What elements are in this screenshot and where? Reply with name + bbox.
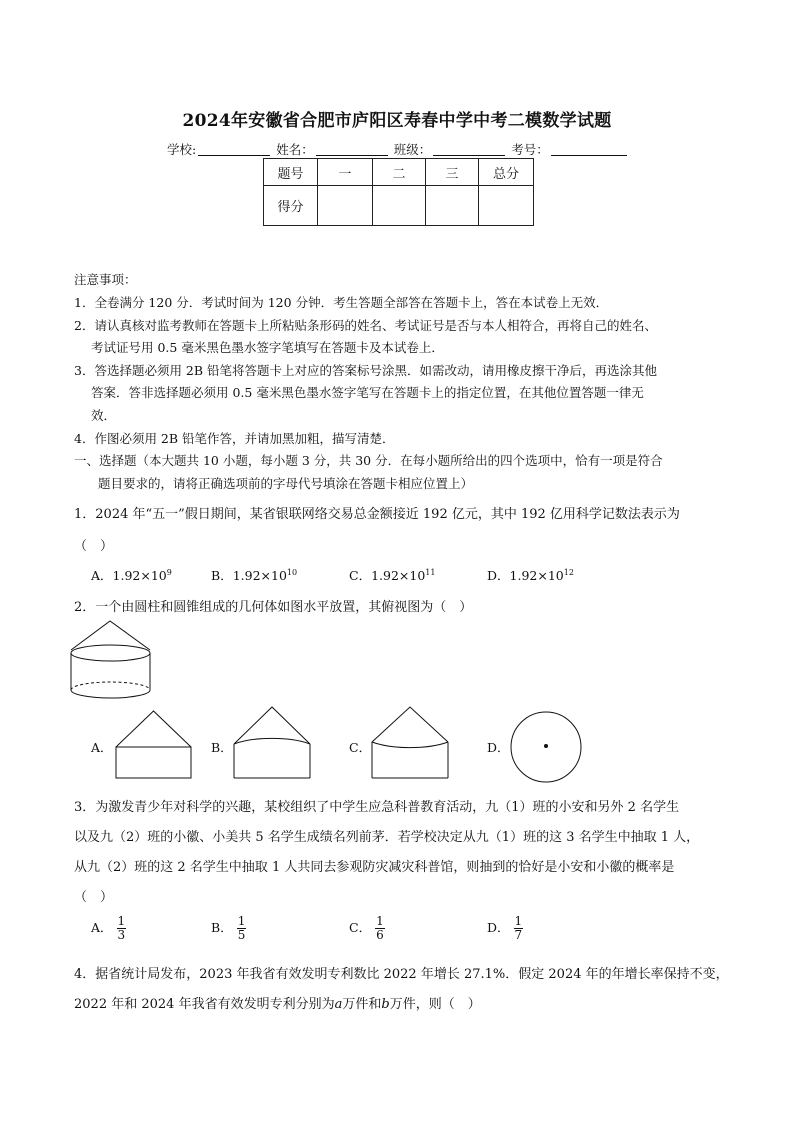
q4-line1: 4．据省统计局发布，2023 年我省有效发明专利数比 2022 年增长 27.1%．假定 2024 年的年增长率保持不变， (74, 967, 729, 982)
var-b: b (381, 997, 390, 1012)
q2-solid-figure (70, 620, 152, 700)
q1-option-d[interactable]: D．$1.92\times 10^{12}$ (487, 568, 574, 583)
notice-line: 3．答选择题必须用 2B 铅笔将答题卡上对应的答案标号涂黑．如需改动，请用橡皮擦干净后，再选涂其他 (74, 363, 658, 378)
q2-option-a-figure[interactable] (115, 710, 192, 780)
q3-option-c[interactable]: C． $\frac{1}{6}$ (349, 914, 384, 942)
fraction: $\frac{1}{3}$ (117, 914, 126, 942)
q2-stem: 2．一个由圆柱和圆锥组成的几何体如图水平放置，其俯视图为（ ） (74, 600, 473, 615)
q1-option-a[interactable]: A．$1.92\times 10^9$ (91, 568, 172, 583)
q3-option-b[interactable]: B． $\frac{1}{5}$ (211, 914, 246, 942)
notice-line: 答案．答非选择题必须用 0.5 毫米黑色墨水签字笔写在答题卡上的指定位置，在其他位置答题一律无 (91, 385, 644, 400)
q3-line: （ ） (74, 890, 114, 905)
class-label: 班级： (393, 142, 432, 157)
q2-option-c-figure[interactable] (371, 706, 449, 780)
q2-option-b[interactable]: B． (211, 740, 233, 755)
school-label: 学校: (167, 142, 197, 157)
score-cell[interactable] (373, 186, 426, 226)
score-table (263, 158, 534, 226)
score-table-score-row (264, 186, 534, 226)
q2-option-b-figure[interactable] (233, 706, 311, 780)
var-a: a (334, 997, 343, 1012)
q1-option-b[interactable]: B．$1.92\times 10^{10}$ (211, 568, 298, 583)
class-blank[interactable] (433, 143, 505, 156)
q1-option-c[interactable]: C．$1.92\times 10^{11}$ (349, 568, 436, 583)
notice-line: 2．请认真核对监考教师在答题卡上所粘贴条形码的姓名、考试证号是否与本人相符合，再将自己的姓名、 (74, 318, 657, 333)
notice-line: 考试证号用 0.5 毫米黑色墨水签字笔填写在答题卡及本试卷上． (91, 340, 444, 355)
q3-line: 3．为激发青少年对科学的兴趣，某校组织了中学生应急科普教育活动，九（1）班的小安和另外 2 名学生 (74, 800, 680, 815)
q2-option-d[interactable]: D． (487, 740, 510, 755)
score-row-label: 得分 (264, 186, 318, 226)
section-heading: 一、选择题（本大题共 10 小题，每小题 3 分，共 30 分．在每小题所给出的四个选项中，恰有一项是符合 (74, 453, 663, 468)
score-cell[interactable] (479, 186, 534, 226)
score-table-header-cell: 二 (373, 159, 426, 186)
fraction: $\frac{1}{6}$ (376, 914, 384, 942)
notice-line: 4．作图必须用 2B 铅笔作答，并请加黑加粗，描写清楚． (74, 431, 395, 446)
fraction: $\frac{1}{5}$ (237, 914, 246, 942)
q4-line2: 2022 年和 2024 年我省有效发明专利分别为a万件和b万件，则（ ） (74, 997, 481, 1012)
name-label: 姓名： (276, 142, 314, 157)
notice-line: 1．全卷满分 120 分．考试时间为 120 分钟．考生答题全部答在答题卡上，答在本试卷上无效． (74, 295, 609, 310)
q3-line: 以及九（2）班的小徽、小美共 5 名学生成绩名列前茅．若学校决定从九（1）班的这 3 名学生中抽取 1 人， (74, 830, 700, 845)
score-cell[interactable] (318, 186, 373, 226)
score-table-header-cell: 一 (318, 159, 373, 186)
number-label: 考号： (511, 142, 549, 157)
section-heading-cont: 题目要求的，请将正确选项前的字母代号填涂在答题卡相应位置上） (98, 476, 474, 491)
q3-line: 从九（2）班的这 2 名学生中抽取 1 人共同去参观防灾减灾科普馆，则抽到的恰好是小安和小徽的概率是 (74, 860, 675, 875)
q3-option-a[interactable]: A． $\frac{1}{3}$ (91, 914, 126, 942)
score-table-header-row (264, 159, 534, 186)
notice-line: 效． (91, 408, 117, 423)
q2-option-d-figure[interactable] (510, 711, 582, 783)
score-table-header-cell: 三 (426, 159, 479, 186)
q1-stem: 1．2024 年“五一”假日期间，某省银联网络交易总金额接近 192 亿元，其中 192 亿用科学记数法表示为 (74, 507, 680, 522)
score-table-header-cell: 总分 (479, 159, 534, 186)
score-cell[interactable] (426, 186, 479, 226)
page-title: 2024年安徽省合肥市庐阳区寿春中学中考二模数学试题 (182, 111, 612, 131)
q1-paren: （ ） (74, 539, 114, 554)
name-blank[interactable] (316, 143, 388, 156)
notice-heading: 注意事项： (74, 272, 137, 287)
q2-option-a[interactable]: A． (91, 740, 113, 755)
number-blank[interactable] (551, 143, 627, 156)
school-blank[interactable] (198, 143, 270, 156)
student-info-line (167, 140, 629, 158)
fraction: $\frac{1}{7}$ (514, 914, 523, 942)
score-table-header-cell: 题号 (264, 159, 318, 186)
q2-option-c[interactable]: C． (349, 740, 372, 755)
q3-option-d[interactable]: D． $\frac{1}{7}$ (487, 914, 523, 942)
